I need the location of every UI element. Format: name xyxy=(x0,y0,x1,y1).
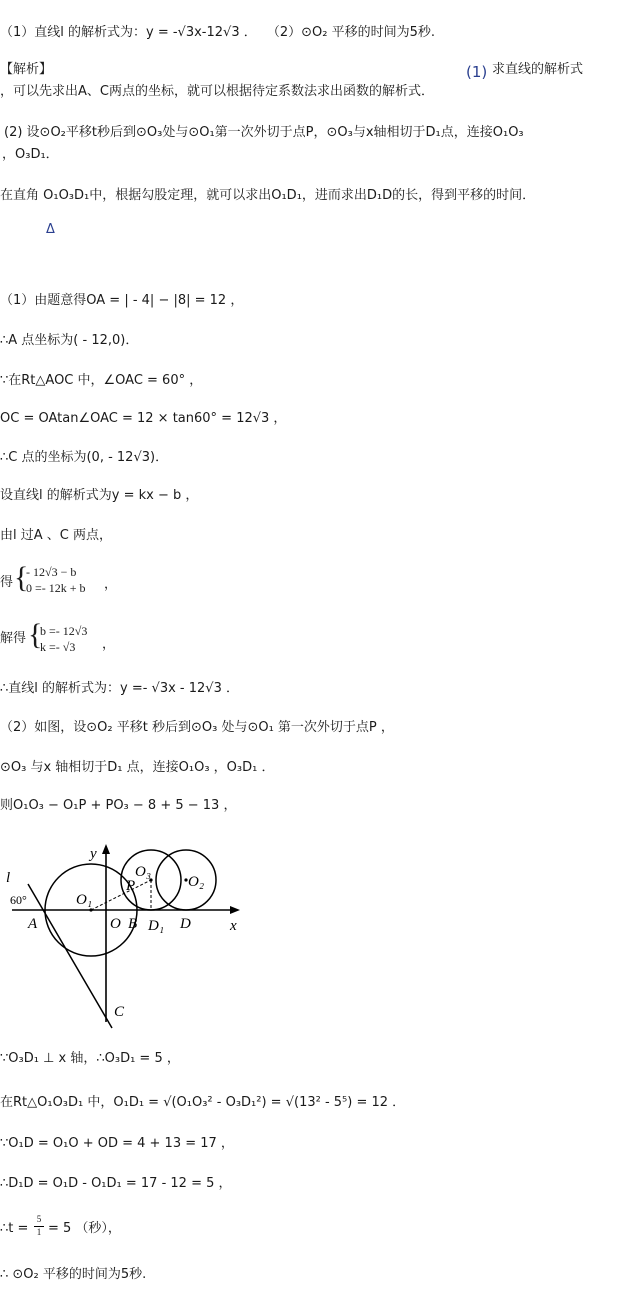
left-brace: { xyxy=(14,561,29,594)
label-b: B xyxy=(128,916,138,932)
answer-part1: （1）直线l 的解析式为：y = -√3x-12√3 ． xyxy=(0,25,257,40)
solution-line-2: ∴A 点坐标为( - 12,0)． xyxy=(0,333,139,348)
label-y: y xyxy=(90,846,97,862)
solution-line-16: ∵O₁D = O₁O + OD = 4 + 13 = 17 ， xyxy=(0,1136,234,1151)
solution-line-9-suffix: ， xyxy=(102,637,116,652)
label-d1: D₁ xyxy=(148,918,165,934)
solution-line-17: ∴D₁D = O₁D - O₁D₁ = 17 - 12 = 5 ， xyxy=(0,1176,232,1191)
answer-part2: （2）⊙O₂ 平移的时间为5秒. xyxy=(266,25,436,40)
fraction-denominator: 1 xyxy=(36,1227,42,1237)
system1-line2: 0 =- 12k + b xyxy=(26,581,86,595)
analysis-p3: 在直角 O₁O₃D₁中，根据勾股定理，就可以求出O₁D₁，进而求出D₁D的长，得到平移的时间． xyxy=(0,188,536,203)
solution-line-19: ∴ ⊙O₂ 平移的时间为5秒. xyxy=(0,1267,147,1282)
solution-line-5: ∴C 点的坐标为(0, - 12√3)． xyxy=(0,450,169,465)
solution-line-18-prefix: ∴t = xyxy=(0,1221,29,1236)
line-l xyxy=(28,884,112,1028)
solution-line-3: ∵在Rt△AOC 中，∠OAC = 60° ， xyxy=(0,373,203,388)
solution-line-18-suffix: = 5 （秒）， xyxy=(48,1221,121,1236)
label-x: x xyxy=(230,918,237,934)
analysis-tag: 【解析】 xyxy=(0,62,53,77)
solution-line-6: 设直线l 的解析式为y = kx − b ， xyxy=(0,488,199,503)
system1-line1: - 12√3 − b xyxy=(26,565,77,579)
analysis-triangle: Δ xyxy=(46,222,55,237)
label-p: P xyxy=(126,878,136,894)
solution-line-7: 由l 过A 、C 两点， xyxy=(0,528,112,543)
analysis-p2-a: (2) 设⊙O₂平移t秒后到⊙O₃处与⊙O₁第一次外切于点P，⊙O₃与x轴相切于D₁点，连接O₁O₃ xyxy=(4,125,524,140)
solution-line-8-prefix: 得 xyxy=(0,575,14,590)
x-axis-arrow xyxy=(230,906,240,914)
solution-line-14: ∵O₃D₁ ⊥ x 轴，∴O₃D₁ = 5 ， xyxy=(0,1051,180,1066)
system2-line2: k =- √3 xyxy=(40,640,76,654)
label-angle: 60° xyxy=(10,893,27,907)
geometry-figure xyxy=(0,832,260,1032)
analysis-p1-b: ，可以先求出A、C两点的坐标，就可以根据待定系数法求出函数的解析式． xyxy=(0,84,434,99)
solution-line-4: OC = OAtan∠OAC = 12 × tan60° = 12√3 ， xyxy=(0,411,287,426)
fraction-numerator: 5 xyxy=(36,1214,42,1224)
label-o: O xyxy=(110,916,121,932)
solution-line-10: ∴直线l 的解析式为：y =- √3x - 12√3 ． xyxy=(0,681,239,696)
label-o1: O₁ xyxy=(76,892,93,908)
analysis-p2-b: ，O₃D₁． xyxy=(2,147,59,162)
analysis-p1-a: 求直线的解析式 xyxy=(492,62,584,77)
left-brace: { xyxy=(28,618,43,651)
label-a: A xyxy=(28,916,38,932)
label-o3: O₃ xyxy=(135,864,152,880)
solution-line-11: （2）如图，设⊙O₂ 平移t 秒后到⊙O₃ 处与⊙O₁ 第一次外切于点P ， xyxy=(0,720,394,735)
solution-line-1: （1）由题意得OA = | - 4| − |8| = 12 ， xyxy=(0,293,244,308)
label-d: D xyxy=(180,916,191,932)
solution-line-9-prefix: 解得 xyxy=(0,631,27,646)
analysis-p1-num: (1) xyxy=(466,63,488,81)
solution-line-12: ⊙O₃ 与x 轴相切于D₁ 点，连接O₁O₃ ，O₃D₁ ． xyxy=(0,760,275,775)
solution-line-8-suffix: ， xyxy=(104,577,118,592)
label-l: l xyxy=(6,870,11,886)
solution-line-15: 在Rt△O₁O₃D₁ 中，O₁D₁ = √(O₁O₃² - O₃D₁²) = √(13² - 5⁵) = 12 ． xyxy=(0,1095,406,1110)
system2-line1: b =- 12√3 xyxy=(40,624,88,638)
label-o2: O₂ xyxy=(188,874,205,890)
y-axis-arrow xyxy=(102,844,110,854)
point-o1 xyxy=(89,908,92,911)
solution-line-13: 则O₁O₃ − O₁P + PO₃ − 8 + 5 − 13 ， xyxy=(0,798,237,813)
label-c: C xyxy=(114,1004,125,1020)
answer-line xyxy=(0,24,435,42)
